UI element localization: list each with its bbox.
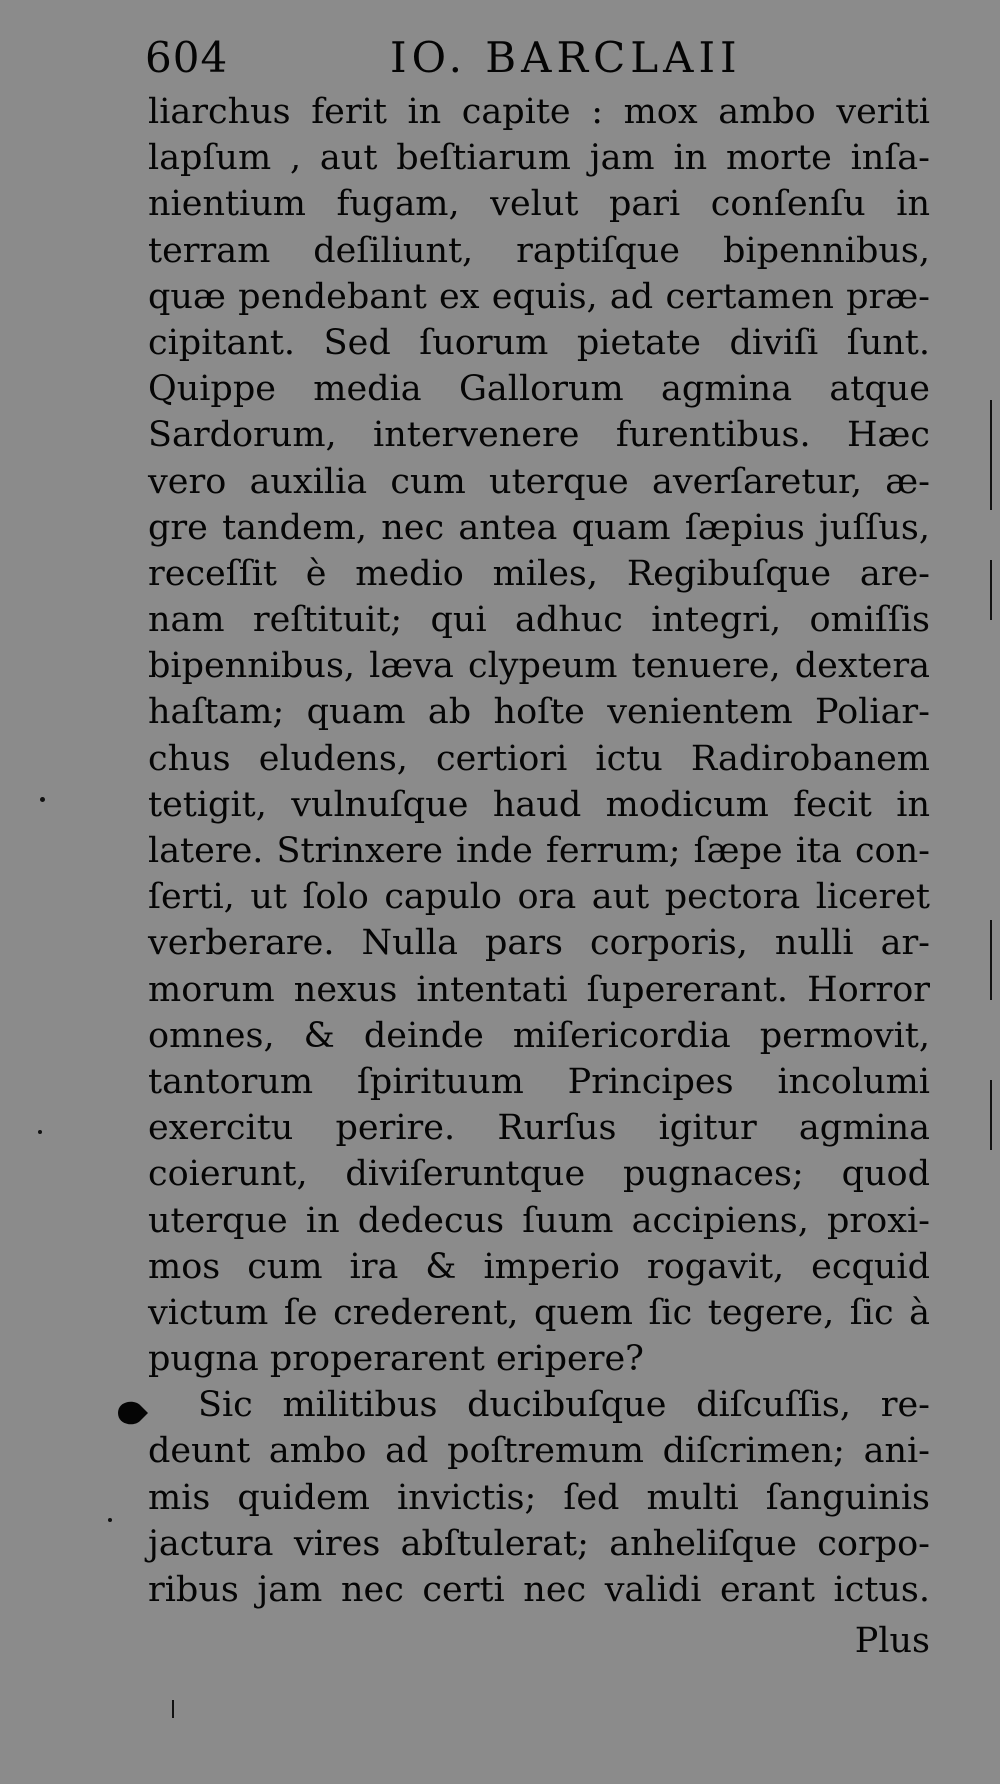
- text-line: verberare. Nulla pars corporis, nulli ar-: [148, 923, 930, 964]
- print-speck: [40, 797, 45, 802]
- text-line: bipennibus, læva clypeum tenuere, dextera: [148, 646, 930, 687]
- text-line: victum ſe crederent, quem ſic tegere, ſic à: [148, 1292, 930, 1333]
- text-line: mos cum ira & imperio rogavit, ecquid: [148, 1246, 930, 1287]
- page-header: [145, 30, 795, 86]
- text-line: terram deſiliunt, raptiſque bipennibus,: [148, 230, 930, 271]
- text-line: omnes, & deinde miſericordia permovit,: [148, 1015, 930, 1056]
- text-line: receſſit è medio miles, Regibuſque are-: [148, 553, 930, 594]
- print-speck: [108, 1518, 112, 1522]
- margin-mark: [172, 1700, 174, 1718]
- text-line: chus eludens, certiori ictu Radirobanem: [148, 738, 930, 779]
- text-line: gre tandem, nec antea quam ſæpius juſſus,: [148, 507, 930, 548]
- text-line: latere. Strinxere inde ferrum; ſæpe ita con-: [148, 831, 930, 871]
- text-line: cipitant. Sed ſuorum pietate diviſi ſunt.: [148, 322, 930, 363]
- running-head: IO. BARCLAII: [390, 33, 742, 82]
- text-line: ribus jam nec certi nec validi erant ictus.: [148, 1570, 930, 1610]
- margin-mark: [990, 560, 992, 620]
- text-line: deunt ambo ad poſtremum diſcrimen; ani-: [148, 1431, 930, 1472]
- text-line: nam reſtituit; qui adhuc integri, omiſſis: [148, 600, 930, 641]
- page-number: 604: [145, 33, 229, 82]
- text-line: coierunt, diviſeruntque pugnaces; quod: [148, 1154, 930, 1195]
- text-line: liarchus ferit in capite : mox ambo veriti: [148, 92, 930, 132]
- catchword: Plus: [854, 1621, 930, 1661]
- text-line: exercitu perire. Rurſus igitur agmina: [148, 1108, 930, 1149]
- text-line: jactura vires abſtulerat; anheliſque corpo-: [148, 1523, 930, 1564]
- margin-mark: [990, 400, 992, 510]
- text-line: tetigit, vulnuſque haud modicum fecit in: [148, 784, 930, 825]
- text-line: tantorum ſpirituum Principes incolumi: [148, 1061, 930, 1102]
- text-line: ſerti, ut ſolo capulo ora aut pectora liceret: [148, 877, 930, 918]
- text-line: uterque in dedecus ſuum accipiens, proxi-: [148, 1200, 930, 1241]
- print-speck: [38, 1130, 42, 1134]
- margin-mark: [990, 920, 992, 1000]
- margin-mark: [990, 1080, 992, 1150]
- text-line: lapſum , aut beſtiarum jam in morte inſa-: [148, 138, 930, 179]
- text-line: Sic militibus ducibuſque diſcuſſis, re-: [198, 1385, 930, 1426]
- text-line: quæ pendebant ex equis, ad certamen præ-: [148, 276, 930, 317]
- text-line: haſtam; quam ab hoſte venientem Poliar-: [148, 692, 930, 733]
- text-line: vero auxilia cum uterque averſaretur, æ-: [148, 461, 930, 502]
- body-text: [148, 89, 930, 1613]
- text-line: mis quidem invictis; ſed multi ſanguinis: [148, 1477, 930, 1518]
- text-line: nientium fugam, velut pari conſenſu in: [148, 184, 930, 225]
- pilcrow-icon: [114, 1395, 152, 1433]
- text-line: Quippe media Gallorum agmina atque: [148, 369, 930, 410]
- text-line: pugna properarent eripere?: [148, 1339, 644, 1380]
- text-line: Sardorum, intervenere furentibus. Hæc: [148, 415, 930, 456]
- text-line: morum nexus intentati ſupererant. Horror: [148, 969, 930, 1010]
